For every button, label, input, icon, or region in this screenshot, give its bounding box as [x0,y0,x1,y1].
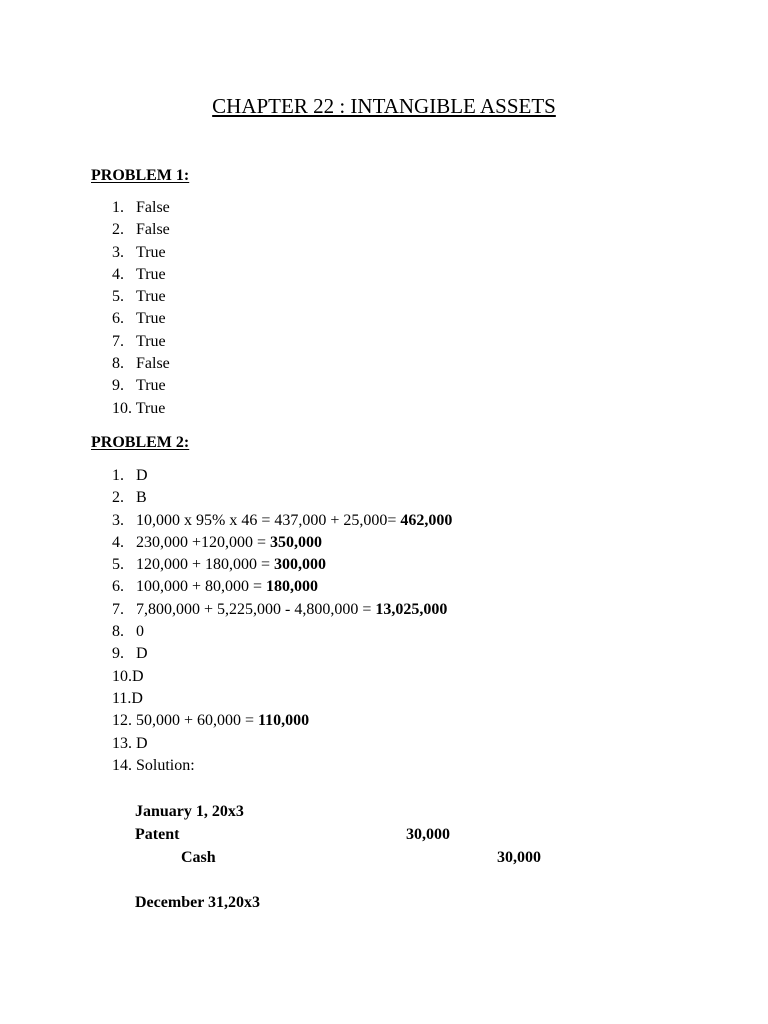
journal-date-jan: January 1, 20x3 [135,803,244,820]
journal-debit-amount: 30,000 [406,826,450,843]
list-item: 5. True [112,288,166,306]
list-item: 14. Solution: [112,756,195,774]
journal-date-dec: December 31,20x3 [135,894,260,911]
list-item: 6. True [112,310,166,328]
list-item: 9. D [112,645,148,663]
journal-debit-account: Patent [135,826,180,843]
list-item: 7. 7,800,000 + 5,225,000 - 4,800,000 = 13,025,000 [112,600,448,618]
problem-2-answer-list [112,465,452,777]
problem-1-heading: PROBLEM 1: [91,167,190,184]
list-item: 4. 230,000 +120,000 = 350,000 [112,533,323,551]
list-item: 2. B [112,489,147,507]
problem-2-heading: PROBLEM 2: [91,434,190,451]
list-item: 2. False [112,221,170,239]
list-item: 4. True [112,265,166,283]
list-item: 12. 50,000 + 60,000 = 110,000 [112,712,310,730]
page-title: CHAPTER 22 : INTANGIBLE ASSETS [212,94,556,118]
list-item: 10. True [112,399,166,417]
list-item: 8. 0 [112,623,144,641]
list-item: 1. False [112,199,170,216]
list-item: 8. False [112,355,170,373]
list-item: 11.D [112,689,143,707]
list-item: 9. True [112,377,166,395]
list-item: 10.D [112,667,144,685]
journal-credit-amount: 30,000 [497,849,541,866]
list-item: 6. 100,000 + 80,000 = 180,000 [112,578,319,596]
list-item: 5. 120,000 + 180,000 = 300,000 [112,556,327,574]
list-item: 1. D [112,467,148,484]
list-item: 13. D [112,734,148,752]
list-item: 3. 10,000 x 95% x 46 = 437,000 + 25,000= 462,000 [112,511,453,529]
problem-1-answer-list [112,197,170,420]
list-item: 3. True [112,243,166,261]
list-item: 7. True [112,332,166,350]
journal-credit-account: Cash [181,849,216,866]
